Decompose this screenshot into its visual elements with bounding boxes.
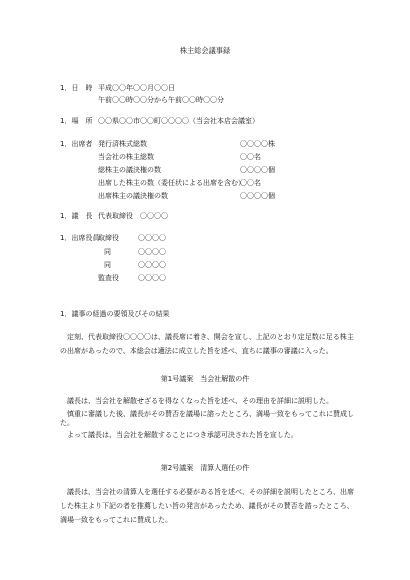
agenda1-title: 第1号議案 当会社解散の件 <box>160 375 250 383</box>
proceedings-intro: 定刻、代表取締役〇〇〇〇は、議長席に着き、開会を宣し、上記のとおり定足数に足る株主の出席があったので、本総会は適法に成立した旨を述べ、直ちに議事の審議に入った。 <box>60 333 354 355</box>
chair-value: 代表取締役 〇〇〇〇 <box>98 212 168 220</box>
agenda2-title: 第2号議案 清算人選任の件 <box>160 464 250 472</box>
attendee-row-label: 総株主の議決権の数 <box>98 166 161 174</box>
attendee-row-value: 〇〇〇〇株 <box>240 140 275 148</box>
agenda1-paragraph: 議長は、当会社を解散せざるを得なくなった旨を述べ、その理由を詳細に説明した。 <box>67 397 333 405</box>
place-label: 1．場 所 <box>60 117 93 125</box>
officer-role: 監査役 <box>98 274 119 282</box>
attendee-row-label: 当会社の株主総数 <box>98 153 154 161</box>
attendees-label: 1．出席者 <box>60 140 93 148</box>
officer-role: 取締役 <box>98 234 119 242</box>
officer-name: 〇〇〇〇 <box>138 261 166 269</box>
attendee-row-label: 出席株主の議決権の数 <box>98 192 168 200</box>
attendee-row-label: 出席した株主の数（委任状による出席を含む） <box>98 179 245 187</box>
officer-role: 同 <box>104 248 111 256</box>
agenda1-paragraph: 慎重に審議した後、議長がその賛否を議場に諮ったところ、満場一致をもってこれに賛成した。 <box>60 410 354 427</box>
place-value: 〇〇県〇〇市〇〇町〇〇〇〇（当会社本店会議室） <box>98 117 259 125</box>
datetime-date: 平成〇〇年〇〇月〇〇日 <box>98 84 175 92</box>
officer-role: 同 <box>104 261 111 269</box>
agenda1-paragraph: よって議長は、当会社を解散することにつき承認可決された旨を宣した。 <box>67 431 298 439</box>
officer-name: 〇〇〇〇 <box>138 274 166 282</box>
officer-name: 〇〇〇〇 <box>138 248 166 256</box>
proceedings-heading: 1．議事の経過の要領及びその結果 <box>60 310 170 318</box>
attendee-row-value: 〇〇〇〇個 <box>240 166 275 174</box>
officer-name: 〇〇〇〇 <box>138 234 166 242</box>
officers-label: 1．出席役員 <box>60 234 100 242</box>
agenda2-paragraph: 議長は、当会社の清算人を選任する必要がある旨を述べ、その詳細を説明したところ、出席した株主より下記の者を推薦したい旨の発言があったため、議長がその賛否を諮ったところ、満場一致をもってこれに賛成した。 <box>60 488 354 524</box>
document-title: 株主総会議事録 <box>179 46 231 55</box>
attendee-row-value: 〇〇〇〇個 <box>240 192 275 200</box>
chair-label: 1．議 長 <box>60 212 93 220</box>
attendee-row-label: 発行済株式総数 <box>98 140 147 148</box>
attendee-row-value: 〇〇名 <box>240 153 261 161</box>
datetime-time: 午前〇〇時〇〇分から午前〇〇時〇〇分 <box>98 96 224 104</box>
datetime-label: 1．日 時 <box>60 84 93 92</box>
attendee-row-value: 〇〇名 <box>240 179 261 187</box>
